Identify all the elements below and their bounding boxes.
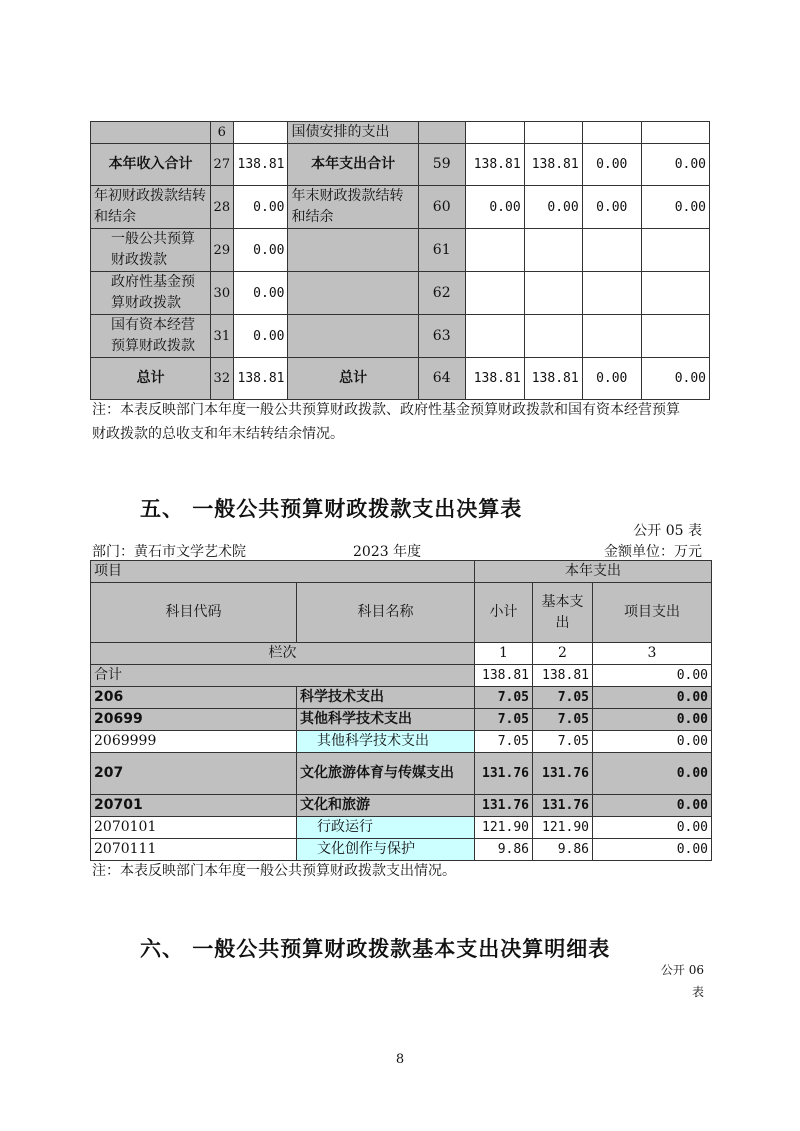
right-amount-project <box>582 272 641 315</box>
left-amount: 0.00 <box>233 315 288 358</box>
right-amount-other: 0.00 <box>641 144 709 186</box>
right-amount-basic <box>524 272 582 315</box>
section5-note: 注：本表反映部门本年度一般公共预算财政拨款支出情况。 <box>92 863 456 879</box>
basic-value: 9.86 <box>533 839 593 861</box>
subtotal-value: 7.05 <box>475 687 533 709</box>
right-amount-total <box>465 315 524 358</box>
table-top-body <box>91 122 710 400</box>
right-line-number: 61 <box>418 229 465 272</box>
subject-code: 2070101 <box>91 817 297 839</box>
basic-value: 121.90 <box>533 817 593 839</box>
right-amount-project: 0.00 <box>582 144 641 186</box>
right-line-number: 60 <box>418 186 465 229</box>
table-row <box>91 315 710 358</box>
table-row <box>91 731 712 753</box>
table-row <box>91 709 712 731</box>
left-line-number: 29 <box>211 229 233 272</box>
project-value: 0.00 <box>593 731 712 753</box>
subject-name: 文化创作与保护 <box>297 839 475 861</box>
page-number: 8 <box>395 1052 405 1067</box>
right-amount-project <box>582 315 641 358</box>
table-row <box>91 122 710 144</box>
right-amount-other <box>641 315 709 358</box>
right-amount-total <box>465 272 524 315</box>
project-value: 0.00 <box>593 753 712 795</box>
table-row <box>91 186 710 229</box>
section6-heading: 六、 一般公共预算财政拨款基本支出决算明细表 <box>140 937 611 961</box>
subject-code: 206 <box>91 687 297 709</box>
subject-code: 20699 <box>91 709 297 731</box>
subject-code: 2069999 <box>91 731 297 753</box>
project-value: 0.00 <box>593 817 712 839</box>
right-amount-total: 0.00 <box>465 186 524 229</box>
left-item-label: 总计 <box>91 358 211 400</box>
form-number-06-line1: 公开 06 <box>660 963 704 977</box>
right-amount-basic <box>524 315 582 358</box>
table-row <box>91 229 710 272</box>
table-row <box>91 839 712 861</box>
left-amount: 0.00 <box>233 272 288 315</box>
form-number-05: 公开 05 表 <box>633 523 702 539</box>
total-label: 合计 <box>91 665 475 687</box>
left-line-number: 28 <box>211 186 233 229</box>
basic-value: 7.05 <box>533 731 593 753</box>
right-line-number: 64 <box>418 358 465 400</box>
right-item-label <box>288 272 418 315</box>
table-general-budget-expenditure <box>90 560 712 861</box>
table-income-expense-continued <box>90 121 710 400</box>
amount-unit-label: 金额单位：万元 <box>604 544 702 560</box>
subject-name: 文化和旅游 <box>297 795 475 817</box>
subject-code: 20701 <box>91 795 297 817</box>
left-item-label: 一般公共预算财政拨款 <box>91 229 211 272</box>
left-item-label: 本年收入合计 <box>91 144 211 186</box>
table-row <box>91 687 712 709</box>
header-project-expenditure: 项目支出 <box>593 583 712 643</box>
left-amount: 0.00 <box>233 186 288 229</box>
subject-name: 科学技术支出 <box>297 687 475 709</box>
basic-value: 7.05 <box>533 687 593 709</box>
table-s5-body <box>91 561 712 861</box>
right-amount-total: 138.81 <box>465 144 524 186</box>
table-row <box>91 753 712 795</box>
left-line-number: 31 <box>211 315 233 358</box>
subject-code: 2070111 <box>91 839 297 861</box>
right-line-number: 59 <box>418 144 465 186</box>
subject-name: 文化旅游体育与传媒支出 <box>297 753 475 795</box>
project-value: 0.00 <box>593 687 712 709</box>
subtotal-value: 7.05 <box>475 709 533 731</box>
total-project: 0.00 <box>593 665 712 687</box>
total-basic: 138.81 <box>533 665 593 687</box>
left-amount: 138.81 <box>233 358 288 400</box>
right-amount-other <box>641 122 709 144</box>
project-value: 0.00 <box>593 709 712 731</box>
column-number-1: 1 <box>475 643 533 665</box>
right-amount-basic <box>524 122 582 144</box>
right-amount-project: 0.00 <box>582 358 641 400</box>
subject-name: 其他科学技术支出 <box>297 731 475 753</box>
header-subject-name: 科目名称 <box>297 583 475 643</box>
department-label: 部门：黄石市文学艺术院 <box>92 544 246 560</box>
subtotal-value: 131.76 <box>475 753 533 795</box>
table-row <box>91 272 710 315</box>
project-value: 0.00 <box>593 839 712 861</box>
subtotal-value: 7.05 <box>475 731 533 753</box>
right-line-number: 63 <box>418 315 465 358</box>
left-amount: 0.00 <box>233 229 288 272</box>
right-amount-project <box>582 122 641 144</box>
table-top-note: 注：本表反映部门本年度一般公共预算财政拨款、政府性基金预算财政拨款和国有资本经营预算财政拨款的总收支和年末结转结余情况。 <box>92 402 680 442</box>
column-number-3: 3 <box>593 643 712 665</box>
right-amount-project: 0.00 <box>582 186 641 229</box>
subtotal-value: 9.86 <box>475 839 533 861</box>
right-amount-basic: 138.81 <box>524 144 582 186</box>
right-item-label: 年末财政拨款结转和结余 <box>288 186 418 229</box>
right-amount-total <box>465 229 524 272</box>
left-item-label: 年初财政拨款结转和结余 <box>91 186 211 229</box>
subject-name: 行政运行 <box>297 817 475 839</box>
fiscal-year-label: 2023 年度 <box>353 544 422 560</box>
subtotal-value: 121.90 <box>475 817 533 839</box>
left-item-label: 政府性基金预算财政拨款 <box>91 272 211 315</box>
column-number-2: 2 <box>533 643 593 665</box>
right-amount-other <box>641 272 709 315</box>
right-amount-other <box>641 229 709 272</box>
left-amount: 138.81 <box>233 144 288 186</box>
left-item-label <box>91 122 211 144</box>
right-amount-basic <box>524 229 582 272</box>
header-column-index: 栏次 <box>91 643 475 665</box>
left-line-number: 30 <box>211 272 233 315</box>
right-item-label <box>288 315 418 358</box>
basic-value: 131.76 <box>533 753 593 795</box>
header-subject-code: 科目代码 <box>91 583 297 643</box>
header-item: 项目 <box>91 561 475 583</box>
right-amount-other: 0.00 <box>641 186 709 229</box>
subtotal-value: 131.76 <box>475 795 533 817</box>
header-subtotal: 小计 <box>475 583 533 643</box>
header-current-year-expenditure: 本年支出 <box>475 561 712 583</box>
right-item-label: 总计 <box>288 358 418 400</box>
right-amount-total: 138.81 <box>465 358 524 400</box>
basic-value: 7.05 <box>533 709 593 731</box>
left-amount <box>233 122 288 144</box>
left-line-number: 6 <box>211 122 233 144</box>
right-line-number <box>418 122 465 144</box>
right-item-label: 国债安排的支出 <box>288 122 418 144</box>
basic-value: 131.76 <box>533 795 593 817</box>
table-row <box>91 817 712 839</box>
table-row <box>91 795 712 817</box>
subject-name: 其他科学技术支出 <box>297 709 475 731</box>
right-item-label: 本年支出合计 <box>288 144 418 186</box>
total-subtotal: 138.81 <box>475 665 533 687</box>
right-amount-basic: 0.00 <box>524 186 582 229</box>
right-amount-basic: 138.81 <box>524 358 582 400</box>
right-item-label <box>288 229 418 272</box>
project-value: 0.00 <box>593 795 712 817</box>
left-line-number: 27 <box>211 144 233 186</box>
table-row <box>91 144 710 186</box>
table-row <box>91 358 710 400</box>
right-amount-project <box>582 229 641 272</box>
form-number-06-line2: 表 <box>691 985 704 999</box>
left-line-number: 32 <box>211 358 233 400</box>
right-amount-total <box>465 122 524 144</box>
subject-code: 207 <box>91 753 297 795</box>
header-basic-expenditure: 基本支出 <box>533 583 593 643</box>
section5-heading: 五、 一般公共预算财政拨款支出决算表 <box>140 497 523 521</box>
left-item-label: 国有资本经营预算财政拨款 <box>91 315 211 358</box>
right-amount-other: 0.00 <box>641 358 709 400</box>
right-line-number: 62 <box>418 272 465 315</box>
